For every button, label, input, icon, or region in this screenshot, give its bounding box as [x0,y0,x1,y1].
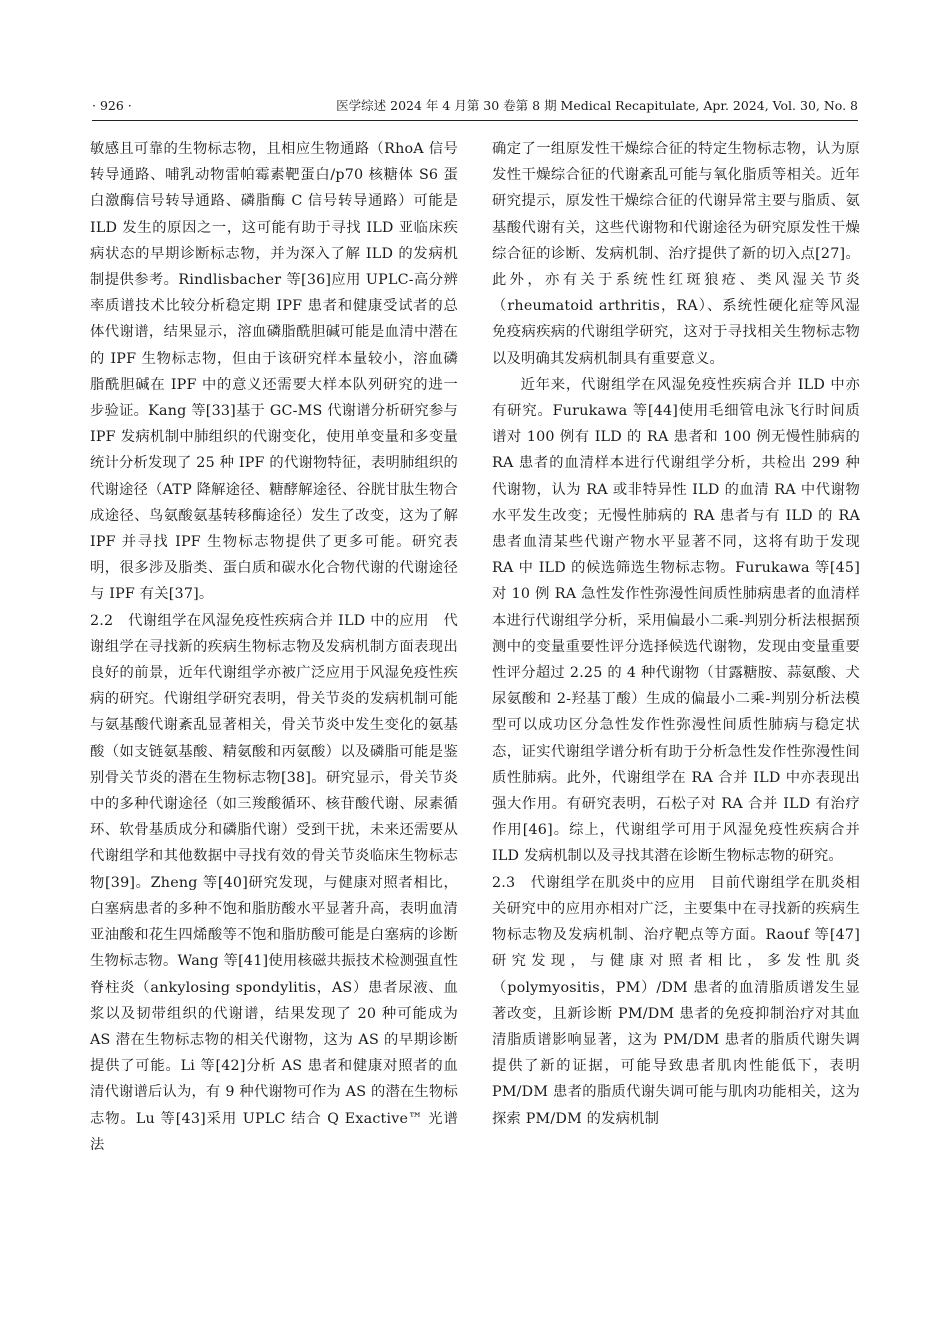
page-number: · 926 · [92,98,132,113]
right-column [492,136,860,1132]
left-paragraph-continuation: 敏感且可靠的生物标志物，且相应生物通路（RhoA 信号转导通路、哺乳动物雷帕霉素靶蛋白/p70 核糖体 S6 蛋白激酶信号转导通路、磷脂酶 C 信号转导通路）可能是 ILD 发生的原因之一，这可能有助于寻找 ILD 亚临床疾病状态的早期诊断标志物，并为深入了解 ILD 的发病机制提供参考。Rindlisbacher 等[36]应用 UPLC-高分辨率质谱技术比较分析稳定期 IPF 患者和健康受试者的总体代谢谱，结果显示，溶血磷脂酰胆碱可能是血清中潜在的 IPF 生物标志物，但由于该研究样本量较小，溶血磷脂酰胆碱在 IPF 中的意义还需要大样本队列研究的进一步验证。Kang 等[33]基于 GC-MS 代谢谱分析研究参与 IPF 发病机制中肺组织的代谢变化，使用单变量和多变量统计分析发现了 25 种 IPF 的代谢物特征，表明肺组织的代谢途径（ATP 降解途径、糖酵解途径、谷胱甘肽生物合成途径、鸟氨酸氨基转移酶途径）发生了改变，这为了解 IPF 并寻找 IPF 生物标志物提供了更多可能。研究表明，很多涉及脂类、蛋白质和碳水化合物代谢的代谢途径与 IPF 有关[37]。 [90,141,458,603]
right-paragraph-ra-ild: 近年来，代谢组学在风湿免疫性疾病合并 ILD 中亦有研究。Furukawa 等[44]使用毛细管电泳飞行时间质谱对 100 例有 ILD 的 RA 患者和 100 例无慢性肺病的 RA 患者的血清样本进行代谢组学分析，共检出 299 种代谢物，认为 RA 或非特异性 ILD 的血清 RA 中代谢物水平发生改变；无慢性肺病的 RA 患者与有 ILD 的 RA 患者血清某些代谢产物水平显著不同，这将有助于发现 RA 中 ILD 的候选筛选生物标志物。Furukawa 等[45]对 10 例 RA 急性发作性弥漫性间质性肺病患者的血清样本进行代谢组学分析，采用偏最小二乘-判别分析法根据预测中的变量重要性评分选择候选代谢物，发现由变量重要性评分超过 2.25 的 4 种代谢物（甘露糖胺、蒜氨酸、犬尿氨酸和 2-羟基丁酸）生成的偏最小二乘-判别分析法模型可以成功区分急性发作性弥漫性间质性肺病与稳定状态，证实代谢组学谱分析有助于分析急性发作性弥漫性间质性肺病。此外，代谢组学在 RA 合并 ILD 中亦表现出强大作用。有研究表明，石松子对 RA 合并 ILD 有治疗作用[46]。综上，代谢组学可用于风湿免疫性疾病合并 ILD 发病机制以及寻找其潜在诊断生物标志物的研究。 [492,376,860,865]
section-2-3-paragraph: 2.3 代谢组学在肌炎中的应用 目前代谢组学在肌炎相关研究中的应用亦相对广泛，主要集中在寻找新的疾病生物标志物及发病机制、治疗靶点等方面。Raouf 等[47]研究发现，与健康对照者相比，多发性肌炎（polymyositis，PM）/DM 患者的血清脂质谱发生显著改变，且新诊断 PM/DM 患者的免疫抑制治疗对其血清脂质谱影响显著，这为 PM/DM 患者的脂质代谢失调提供了新的证据，可能导致患者肌肉性能低下，表明 PM/DM 患者的脂质代谢失调可能与肌肉功能相关，这为探索 PM/DM 的发病机制 [492,874,860,1127]
running-header [92,96,858,121]
journal-citation: 医学综述 2024 年 4 月第 30 卷第 8 期 Medical Recapitulate, Apr. 2024, Vol. 30, No. 8 [336,98,858,113]
right-paragraph-continuation: 确定了一组原发性干燥综合征的特定生物标志物，认为原发性干燥综合征的代谢紊乱可能与氧化脂质等相关。近年研究提示，原发性干燥综合征的代谢异常主要与脂质、氨基酸代谢有关，这些代谢物和代谢途径为研究原发性干燥综合征的诊断、发病机制、治疗提供了新的切入点[27]。此外，亦有关于系统性红斑狼疮、类风湿关节炎（rheumatoid arthritis，RA）、系统性硬化症等风湿免疫病疾病的代谢组学研究，这对于寻找相关生物标志物以及明确其发病机制具有重要意义。 [492,141,860,367]
left-column [90,136,458,1158]
section-2-2-paragraph: 2.2 代谢组学在风湿免疫性疾病合并 ILD 中的应用 代谢组学在寻找新的疾病生物标志物及发病机制方面表现出良好的前景，近年代谢组学亦被广泛应用于风湿免疫性疾病的研究。代谢组学研究表明，骨关节炎的发病机制可能与氨基酸代谢紊乱显著相关，骨关节炎中发生变化的氨基酸（如支链氨基酸、精氨酸和丙氨酸）以及磷脂可能是鉴别骨关节炎的潜在生物标志物[38]。研究显示，骨关节炎中的多种代谢途径（如三羧酸循环、核苷酸代谢、尿素循环、软骨基质成分和磷脂代谢）受到干扰，未来还需要从代谢组学和其他数据中寻找有效的骨关节炎临床生物标志物[39]。Zheng 等[40]研究发现，与健康对照者相比，白塞病患者的多种不饱和脂肪酸水平显著升高，表明血清亚油酸和花生四烯酸等不饱和脂肪酸可能是白塞病的诊断生物标志物。Wang 等[41]使用核磁共振技术检测强直性脊柱炎（ankylosing spondylitis，AS）患者尿液、血浆以及韧带组织的代谢谱，结果发现了 20 种可能成为 AS 潜在生物标志物的相关代谢物，这为 AS 的早期诊断提供了可能。Li 等[42]分析 AS 患者和健康对照者的血清代谢谱后认为，有 9 种代谢物可作为 AS 的潜在生物标志物。Lu 等[43]采用 UPLC 结合 Q Exactive™ 光谱法 [90,612,458,1153]
